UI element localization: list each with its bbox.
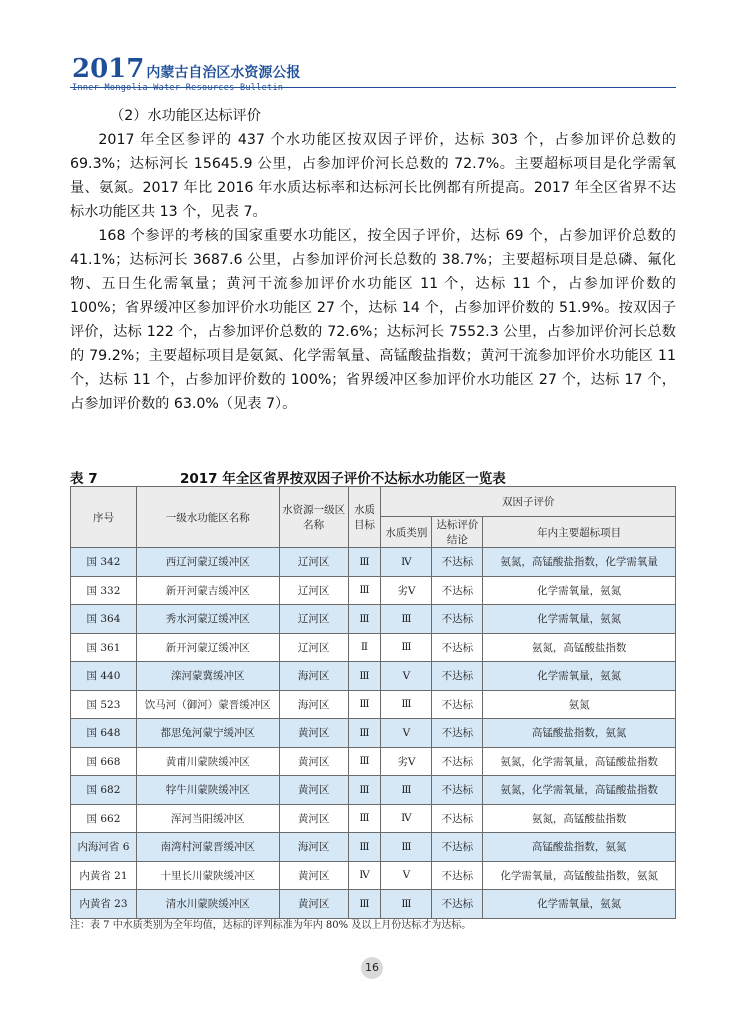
cell-exceeding-items: 化学需氧量，高锰酸盐指数，氨氮 — [483, 861, 676, 890]
noncompliant-zones-table — [70, 486, 676, 919]
cell-category: Ⅳ — [381, 548, 432, 577]
cell-zone-name: 南湾村河蒙晋缓冲区 — [136, 833, 279, 862]
cell-target: Ⅲ — [348, 833, 381, 862]
cell-category: Ⅲ — [381, 776, 432, 805]
cell-region: 黄河区 — [279, 747, 348, 776]
cell-zone-name: 十里长川蒙陕缓冲区 — [136, 861, 279, 890]
cell-target: Ⅲ — [348, 890, 381, 919]
table-row — [71, 662, 676, 691]
cell-exceeding-items: 氨氮，高锰酸盐指数，化学需氧量 — [483, 548, 676, 577]
table-row — [71, 690, 676, 719]
cell-category: 劣Ⅴ — [381, 576, 432, 605]
cell-seq: 国 361 — [71, 633, 137, 662]
cell-region: 辽河区 — [279, 633, 348, 662]
cell-zone-name: 浑河当阳缓冲区 — [136, 804, 279, 833]
cell-region: 海河区 — [279, 690, 348, 719]
table-number: 表 7 — [70, 471, 98, 487]
cell-seq: 国 668 — [71, 747, 137, 776]
cell-target: Ⅳ — [348, 861, 381, 890]
cell-target: Ⅲ — [348, 576, 381, 605]
cell-exceeding-items: 化学需氧量，氨氮 — [483, 662, 676, 691]
table-row — [71, 719, 676, 748]
table-header — [71, 487, 676, 548]
cell-target: Ⅲ — [348, 804, 381, 833]
table-row — [71, 633, 676, 662]
cell-zone-name: 黄甫川蒙陕缓冲区 — [136, 747, 279, 776]
cell-zone-name: 清水川蒙陕缓冲区 — [136, 890, 279, 919]
logo-subtitle: Inner Mongolia Water Resources Bulletin — [72, 83, 284, 93]
cell-region: 黄河区 — [279, 890, 348, 919]
cell-category: 劣Ⅴ — [381, 747, 432, 776]
cell-zone-name: 西辽河蒙辽缓冲区 — [136, 548, 279, 577]
table-row — [71, 833, 676, 862]
header-seq: 序号 — [71, 487, 137, 548]
header-quality-target: 水质目标 — [348, 487, 381, 548]
cell-seq: 国 332 — [71, 576, 137, 605]
table-row — [71, 890, 676, 919]
cell-exceeding-items: 高锰酸盐指数，氨氮 — [483, 833, 676, 862]
header-region-name: 水资源一级区名称 — [279, 487, 348, 548]
cell-category: Ⅲ — [381, 605, 432, 634]
header-divider — [70, 87, 676, 88]
cell-exceeding-items: 化学需氧量，氨氮 — [483, 576, 676, 605]
cell-region: 黄河区 — [279, 861, 348, 890]
cell-conclusion: 不达标 — [432, 662, 483, 691]
cell-seq: 国 364 — [71, 605, 137, 634]
cell-region: 黄河区 — [279, 719, 348, 748]
page-number: 16 — [361, 957, 383, 979]
cell-zone-name: 牸牛川蒙陕缓冲区 — [136, 776, 279, 805]
cell-exceeding-items: 化学需氧量，氨氮 — [483, 605, 676, 634]
cell-conclusion: 不达标 — [432, 719, 483, 748]
cell-category: Ⅲ — [381, 633, 432, 662]
cell-category: Ⅲ — [381, 890, 432, 919]
cell-seq: 国 682 — [71, 776, 137, 805]
cell-zone-name: 饮马河（御河）蒙晋缓冲区 — [136, 690, 279, 719]
table-body — [71, 548, 676, 919]
table-row — [71, 776, 676, 805]
cell-conclusion: 不达标 — [432, 576, 483, 605]
cell-seq: 国 342 — [71, 548, 137, 577]
logo-year: 2017 — [72, 54, 145, 84]
cell-conclusion: 不达标 — [432, 861, 483, 890]
cell-region: 黄河区 — [279, 776, 348, 805]
cell-zone-name: 都思兔河蒙宁缓冲区 — [136, 719, 279, 748]
section-heading: （2）水功能区达标评价 — [110, 108, 261, 124]
cell-exceeding-items: 氨氮，高锰酸盐指数 — [483, 633, 676, 662]
cell-category: Ⅴ — [381, 861, 432, 890]
cell-exceeding-items: 氨氮 — [483, 690, 676, 719]
cell-target: Ⅲ — [348, 776, 381, 805]
cell-conclusion: 不达标 — [432, 776, 483, 805]
paragraph-1: 2017 年全区参评的 437 个水功能区按双因子评价，达标 303 个，占参加评价总数的 69.3%；达标河长 15645.9 公里，占参加评价河长总数的 72.7%。主要超标项目是化学需氧量、氨氮。2017 年比 2016 年水质达标率和达标河长比例都有所提高。2017 年全区省界不达标水功能区共 13 个，见表 7。 — [70, 132, 676, 220]
cell-region: 海河区 — [279, 833, 348, 862]
cell-target: Ⅲ — [348, 747, 381, 776]
cell-category: Ⅴ — [381, 719, 432, 748]
cell-seq: 内海河省 6 — [71, 833, 137, 862]
cell-target: Ⅲ — [348, 690, 381, 719]
table-row — [71, 804, 676, 833]
cell-conclusion: 不达标 — [432, 633, 483, 662]
table-row — [71, 605, 676, 634]
cell-category: Ⅲ — [381, 690, 432, 719]
table-row — [71, 747, 676, 776]
header-dual-factor: 双因子评价 — [381, 487, 676, 517]
cell-zone-name: 新开河蒙辽缓冲区 — [136, 633, 279, 662]
table-title: 2017 年全区省界按双因子评价不达标水功能区一览表 — [180, 471, 506, 487]
cell-conclusion: 不达标 — [432, 548, 483, 577]
cell-category: Ⅲ — [381, 833, 432, 862]
header-quality-category: 水质类别 — [381, 517, 432, 548]
cell-target: Ⅲ — [348, 719, 381, 748]
header-compliance-conclusion: 达标评价结论 — [432, 517, 483, 548]
cell-seq: 国 440 — [71, 662, 137, 691]
cell-conclusion: 不达标 — [432, 804, 483, 833]
cell-exceeding-items: 氨氮，化学需氧量，高锰酸盐指数 — [483, 776, 676, 805]
cell-conclusion: 不达标 — [432, 605, 483, 634]
cell-conclusion: 不达标 — [432, 890, 483, 919]
header-zone-name: 一级水功能区名称 — [136, 487, 279, 548]
section-water-function-evaluation — [70, 104, 676, 416]
cell-region: 辽河区 — [279, 605, 348, 634]
cell-exceeding-items: 高锰酸盐指数，氨氮 — [483, 719, 676, 748]
paragraph-2: 168 个参评的考核的国家重要水功能区，按全因子评价，达标 69 个，占参加评价总数的 41.1%；达标河长 3687.6 公里，占参加评价河长总数的 38.7%；主要超标项目是总磷、氟化物、五日生化需氧量；黄河干流参加评价水功能区 11 个，达标 11 个，占参加评价数的 100%；省界缓冲区参加评价水功能区 27 个，达标 14 个，占参加评价数的 51.9%。按双因子评价，达标 122 个，占参加评价总数的 72.6%；达标河长 7552.3 公里，占参加评价河长总数的 79.2%；主要超标项目是氨氮、化学需氧量、高锰酸盐指数；黄河干流参加评价水功能区 11 个，达标 11 个，占参加评价数的 100%；省界缓冲区参加评价水功能区 27 个，达标 17 个，占参加评价数的 63.0%（见表 7）。 — [70, 228, 676, 412]
cell-region: 海河区 — [279, 662, 348, 691]
cell-region: 辽河区 — [279, 548, 348, 577]
cell-category: Ⅴ — [381, 662, 432, 691]
cell-exceeding-items: 氨氮，化学需氧量，高锰酸盐指数 — [483, 747, 676, 776]
cell-seq: 国 648 — [71, 719, 137, 748]
cell-zone-name: 滦河蒙冀缓冲区 — [136, 662, 279, 691]
cell-exceeding-items: 化学需氧量，氨氮 — [483, 890, 676, 919]
logo-title-row — [72, 56, 300, 82]
cell-target: Ⅲ — [348, 605, 381, 634]
cell-seq: 国 662 — [71, 804, 137, 833]
table-row — [71, 576, 676, 605]
cell-category: Ⅳ — [381, 804, 432, 833]
cell-seq: 内黄省 23 — [71, 890, 137, 919]
cell-seq: 国 523 — [71, 690, 137, 719]
cell-zone-name: 新开河蒙吉缓冲区 — [136, 576, 279, 605]
table-row — [71, 861, 676, 890]
table-note: 注：表 7 中水质类别为全年均值，达标的评判标准为年内 80% 及以上月份达标才为达标。 — [70, 920, 472, 931]
cell-region: 辽河区 — [279, 576, 348, 605]
cell-exceeding-items: 氨氮，高锰酸盐指数 — [483, 804, 676, 833]
cell-seq: 内黄省 21 — [71, 861, 137, 890]
logo-title: 内蒙古自治区水资源公报 — [146, 65, 301, 81]
cell-region: 黄河区 — [279, 804, 348, 833]
table-row — [71, 548, 676, 577]
cell-zone-name: 秀水河蒙辽缓冲区 — [136, 605, 279, 634]
cell-target: Ⅲ — [348, 548, 381, 577]
cell-conclusion: 不达标 — [432, 747, 483, 776]
cell-target: Ⅱ — [348, 633, 381, 662]
cell-conclusion: 不达标 — [432, 690, 483, 719]
cell-target: Ⅲ — [348, 662, 381, 691]
header-exceeding-items: 年内主要超标项目 — [483, 517, 676, 548]
cell-conclusion: 不达标 — [432, 833, 483, 862]
